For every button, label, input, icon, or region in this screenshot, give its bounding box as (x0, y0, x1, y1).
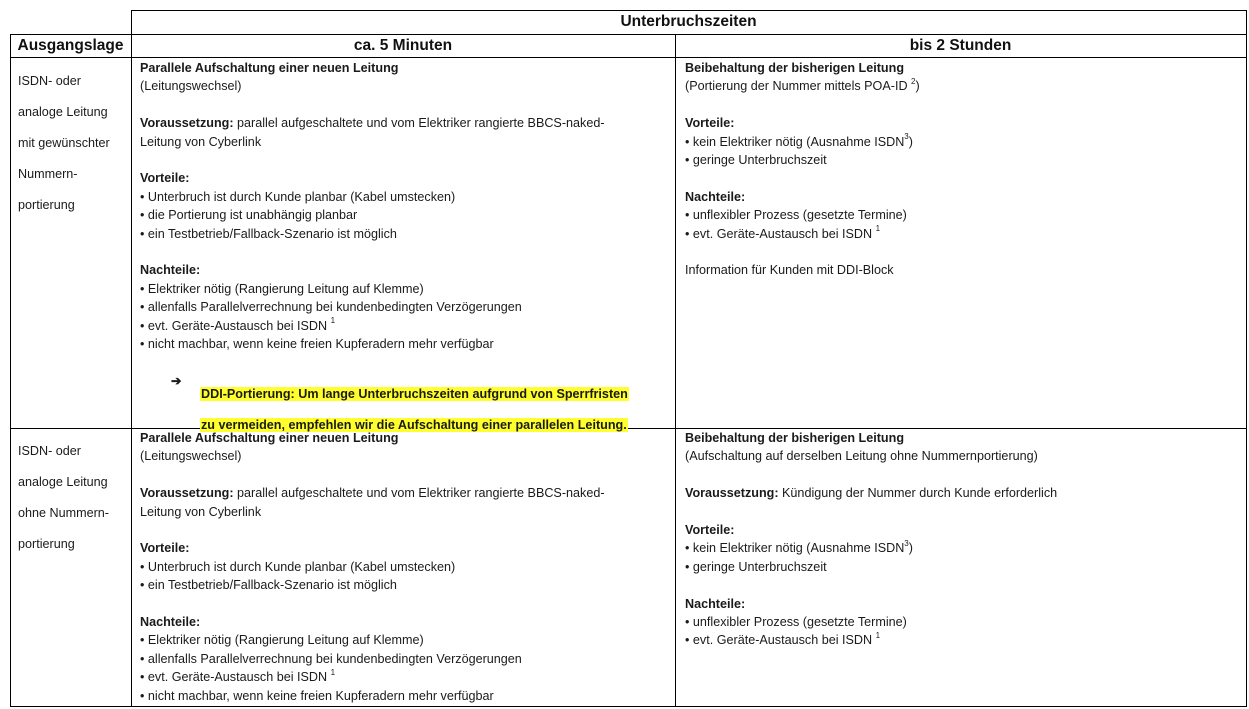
arrow-right-icon: ➔ (171, 374, 182, 388)
pros-label: Vorteile: (140, 541, 190, 556)
table-border-bottom (10, 706, 1247, 707)
col-line-1 (131, 10, 132, 707)
prerequisite: Voraussetzung: Kündigung der Nummer durch Kunde erforderlich (685, 486, 1058, 501)
cons-label: Nachteile: (140, 615, 201, 630)
list-item: • kein Elektriker nötig (Ausnahme ISDN$^3$) (685, 132, 913, 149)
cons-label: Nachteile: (140, 263, 201, 278)
list-item: • unflexibler Prozess (gesetzte Termine) (685, 615, 907, 630)
list-item: • allenfalls Parallelverrechnung bei kundenbedingten Verzögerungen (140, 651, 522, 666)
pros-label: Vorteile: (685, 116, 735, 131)
list-item: • unflexibler Prozess (gesetzte Termine) (685, 208, 907, 223)
group-header: Unterbruchszeiten (620, 13, 757, 30)
list-item: • nicht machbar, wenn keine freien Kupferadern mehr verfügbar (140, 337, 494, 352)
list-item: • Unterbruch ist durch Kunde planbar (Kabel umstecken) (140, 559, 456, 574)
col-line-left (10, 34, 11, 707)
cell-title: Beibehaltung der bisherigen Leitung (685, 431, 905, 445)
list-item: • ein Testbetrieb/Fallback-Szenario ist möglich (140, 578, 397, 593)
row-2-5min-cell: Parallele Aufschaltung einer neuen Leitung (Leitungswechsel) Voraussetzung: parallel aufgeschaltete und vom Elektriker rangierte BBCS-naked- Leitung von Cyberlink Vorteile: • Unterbruch ist durch Kunde planbar (Kabel umstecken) • ein Testbetrieb/Fallback-Szenario ist möglich Nachteile: • Elektriker nötig (Rangierung Leitung auf Klemme) • allenfalls Parallelverrechnung bei kundenbedingten Verzögerungen • evt. Geräte-Austausch bei ISDN $^1$ • nicht machbar, wenn keine freien Kupferadern mehr verfügbar (140, 429, 605, 705)
list-item: • geringe Unterbruchszeit (685, 559, 827, 574)
row-1-2h-cell: Beibehaltung der bisherigen Leitung (Portierung der Nummer mittels POA-ID $^2$) Vorteile: • kein Elektriker nötig (Ausnahme ISDN$^3$) • geringe Unterbruchszeit Nachteile: • unflexibler Prozess (gesetzte Termine) • evt. Geräte-Austausch bei ISDN $^1$ Information für Kunden mit DDI-Block (685, 59, 920, 280)
cons-label: Nachteile: (685, 596, 746, 611)
col-line-2 (675, 34, 676, 707)
list-item: • evt. Geräte-Austausch bei ISDN $^1$ (140, 668, 336, 685)
list-item: • Elektriker nötig (Rangierung Leitung auf Klemme) (140, 633, 424, 648)
ddi-info: Information für Kunden mit DDI-Block (685, 263, 894, 278)
row-2-2h-cell: Beibehaltung der bisherigen Leitung (Aufschaltung auf derselben Leitung ohne Nummernportierung) Voraussetzung: Kündigung der Nummer durch Kunde erforderlich Vorteile: • kein Elektriker nötig (Ausnahme ISDN$^3$) • geringe Unterbruchszeit Nachteile: • unflexibler Prozess (gesetzte Termine) • evt. Geräte-Austausch bei ISDN $^1$ (685, 429, 1057, 650)
list-item: • allenfalls Parallelverrechnung bei kundenbedingten Verzögerungen (140, 300, 522, 315)
cell-title: Beibehaltung der bisherigen Leitung (685, 61, 905, 75)
cell-title: Parallele Aufschaltung einer neuen Leitung (140, 61, 399, 75)
cons-label: Nachteile: (685, 189, 746, 204)
prerequisite: Voraussetzung: parallel aufgeschaltete und vom Elektriker rangierte BBCS-naked- (140, 486, 605, 501)
cell-title: Parallele Aufschaltung einer neuen Leitung (140, 431, 399, 445)
list-item: • ein Testbetrieb/Fallback-Szenario ist möglich (140, 226, 397, 241)
list-item: • Elektriker nötig (Rangierung Leitung auf Klemme) (140, 281, 424, 296)
column-header-2h: bis 2 Stunden (909, 37, 1012, 54)
col-line-right (1246, 10, 1247, 707)
column-header-situation: Ausgangslage (17, 37, 124, 54)
header-bottom (10, 57, 1247, 58)
list-item: • evt. Geräte-Austausch bei ISDN $^1$ (685, 224, 881, 241)
row-2-situation: ISDN- oder analoge Leitung ohne Nummern- portierung (18, 443, 109, 551)
prerequisite: Voraussetzung: parallel aufgeschaltete und vom Elektriker rangierte BBCS-naked- (140, 116, 605, 131)
list-item: • die Portierung ist unabhängig planbar (140, 208, 358, 223)
column-header-5min: ca. 5 Minuten (353, 37, 453, 54)
ddi-note: ➔ DDI-Portierung: Um lange Unterbruchszeiten aufgrund von Sperrfristen zu vermeiden, empfehlen wir die Aufschaltung einer parallelen Leitung. (171, 374, 628, 432)
list-item: • evt. Geräte-Austausch bei ISDN $^1$ (685, 631, 881, 648)
list-item: • evt. Geräte-Austausch bei ISDN $^1$ (140, 316, 336, 333)
pros-label: Vorteile: (140, 171, 190, 186)
list-item: • nicht machbar, wenn keine freien Kupferadern mehr verfügbar (140, 688, 494, 703)
row-1-5min-cell: Parallele Aufschaltung einer neuen Leitung (Leitungswechsel) Voraussetzung: parallel aufgeschaltete und vom Elektriker rangierte BBCS-naked- Leitung von Cyberlink Vorteile: • Unterbruch ist durch Kunde planbar (Kabel umstecken) • die Portierung ist unabhängig planbar • ein Testbetrieb/Fallback-Szenario ist möglich Nachteile: • Elektriker nötig (Rangierung Leitung auf Klemme) • allenfalls Parallelverrechnung bei kundenbedingten Verzögerungen • evt. Geräte-Austausch bei ISDN $^1$ • nicht machbar, wenn keine freien Kupferadern mehr verfügbar (140, 59, 605, 353)
list-item: • geringe Unterbruchszeit (685, 153, 827, 168)
list-item: • kein Elektriker nötig (Ausnahme ISDN$^3$) (685, 539, 913, 556)
row-1-situation: ISDN- oder analoge Leitung mit gewünschter Nummern- portierung (18, 73, 110, 212)
list-item: • Unterbruch ist durch Kunde planbar (Kabel umstecken) (140, 189, 456, 204)
pros-label: Vorteile: (685, 523, 735, 537)
